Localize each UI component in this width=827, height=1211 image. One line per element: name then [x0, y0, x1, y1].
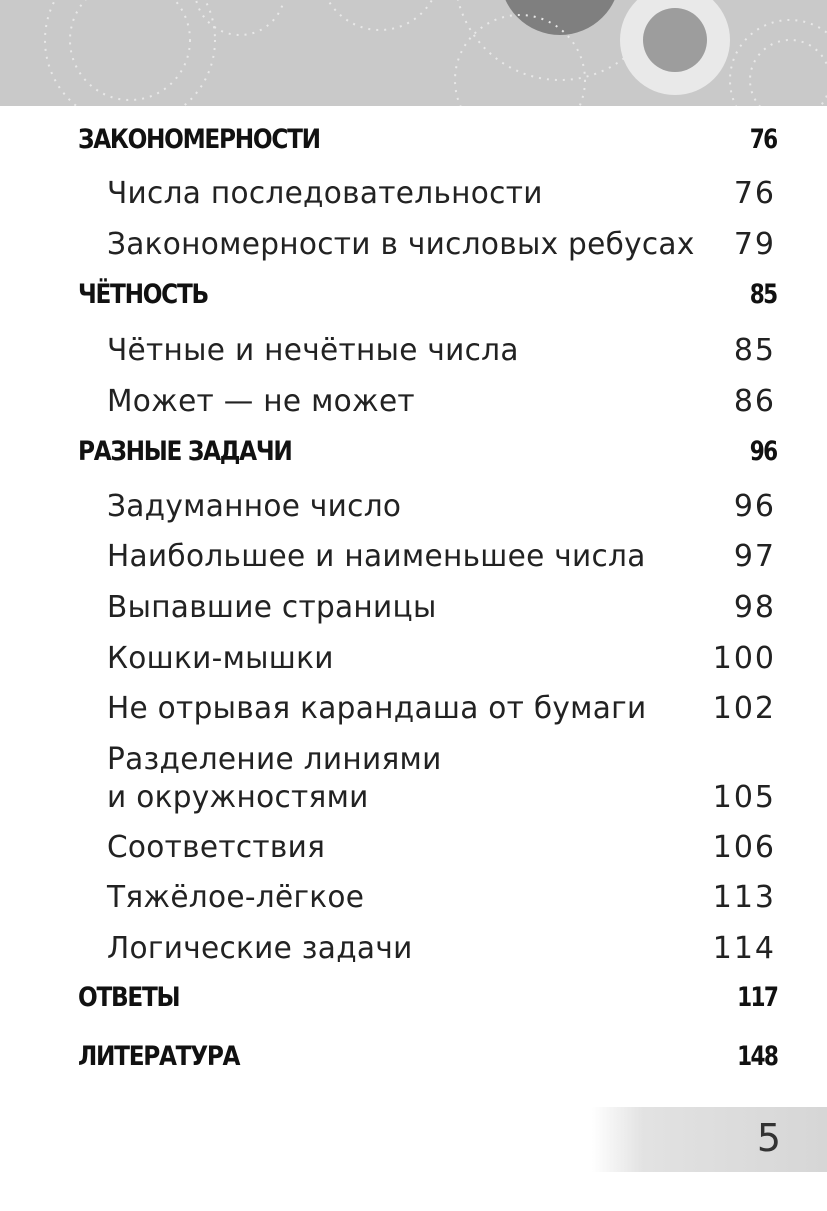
entry-title: Может — не может	[107, 384, 415, 419]
entry-title: Чётные и нечётные числа	[107, 333, 519, 368]
entry-page-number: 96	[733, 489, 776, 524]
section-title: ЧЁТНОСТЬ	[78, 279, 208, 310]
entry-title-line2: и окружностями	[107, 780, 369, 815]
section-title: ЗАКОНОМЕРНОСТИ	[78, 124, 320, 155]
entry-title-line1: Разделение линиями	[107, 742, 442, 777]
entry-page-number: 105	[712, 780, 776, 815]
section-title: ОТВЕТЫ	[78, 982, 180, 1013]
entry-title: Кошки-мышки	[107, 641, 334, 676]
entry-title: Тяжёлое-лёгкое	[107, 880, 365, 915]
page-number-band	[592, 1107, 827, 1172]
entry-page-number: 102	[712, 691, 776, 726]
entry-page-number: 79	[733, 227, 776, 262]
entry-page-number: 114	[712, 931, 776, 966]
section-page-number: 85	[750, 279, 777, 310]
entry-title: Не отрывая карандаша от бумаги	[107, 691, 647, 726]
entry-page-number: 100	[712, 641, 776, 676]
entry-title: Выпавшие страницы	[107, 590, 437, 625]
section-title: РАЗНЫЕ ЗАДАЧИ	[78, 436, 292, 467]
entry-page-number: 76	[733, 176, 776, 211]
entry-page-number: 98	[733, 590, 776, 625]
entry-page-number: 85	[733, 333, 776, 368]
entry-title: Соответствия	[107, 830, 326, 865]
entry-title: Логические задачи	[107, 931, 413, 966]
entry-title: Числа последовательности	[107, 176, 543, 211]
entry-title: Закономерности в числовых ребусах	[107, 227, 695, 262]
entry-title: Задуманное число	[107, 489, 402, 524]
section-page-number: 96	[750, 436, 777, 467]
entry-page-number: 106	[712, 830, 776, 865]
entry-page-number: 113	[712, 880, 776, 915]
section-title: ЛИТЕРАТУРА	[78, 1041, 240, 1072]
section-page-number: 148	[736, 1041, 777, 1072]
page-number: 5	[756, 1116, 781, 1160]
entry-page-number: 97	[733, 539, 776, 574]
section-page-number: 76	[750, 124, 777, 155]
section-page-number: 117	[736, 982, 777, 1013]
entry-title: Наибольшее и наименьшее числа	[107, 539, 646, 574]
entry-page-number: 86	[733, 384, 776, 419]
